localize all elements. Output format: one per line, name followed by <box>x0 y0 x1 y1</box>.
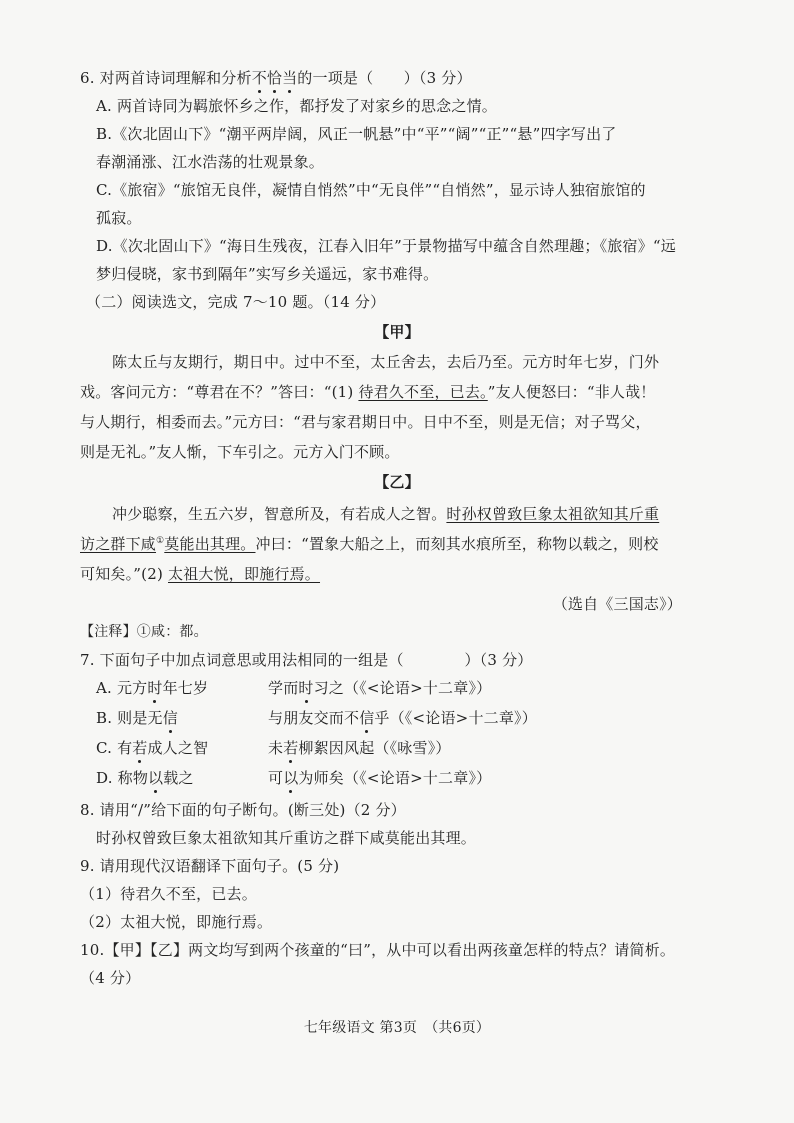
q6-stem-emphasis <box>252 69 298 87</box>
jia-underlined-sentence: 待君久不至，已去。 <box>358 383 488 401</box>
q8-sentence: 时孙权曾致巨象太祖欲知其斤重访之群下咸莫能出其理。 <box>96 829 477 847</box>
q9-sentence-2: （2）太祖大悦，即施行焉。 <box>80 913 273 931</box>
q7-stem: 7. 下面句子中加点词意思或用法相同的一组是（ ）（3 分） <box>80 651 533 669</box>
q10-score: （4 分） <box>80 969 141 987</box>
emphasis-char: 时 <box>298 679 314 697</box>
q6-option-b-line2: 春潮涌涨、江水浩荡的壮观景象。 <box>96 153 325 171</box>
q9-sentence-1: （1）待君久不至，已去。 <box>80 885 257 903</box>
yi-underlined-sentence-part3: 莫能出其理。 <box>164 535 256 553</box>
passage-jia-line3: 与人期行，相委而去。”元方曰：“君与家君期日中。日中不至，则是无信；对子骂父， <box>80 413 651 431</box>
emphasis-char: 若 <box>283 739 299 757</box>
q6-option-d-line1: D.《次北固山下》“海日生残夜，江春入旧年”于景物描写中蕴含自然理趣；《旅宿》“远 <box>96 237 676 255</box>
passage-yi-title: 【乙】 <box>374 473 420 491</box>
yi-underlined-sentence-part1: 时孙权曾致巨象太祖欲知其斤重 <box>446 505 660 523</box>
yi-underlined-sentence-2: 太祖大悦，即施行焉。 <box>168 565 321 583</box>
emphasis-char: 若 <box>132 739 148 757</box>
yi-underlined-sentence-part2: 访之群下咸 <box>80 535 157 553</box>
q6-option-a: A. 两首诗同为羁旅怀乡之作，都抒发了对家乡的思念之情。 <box>96 97 497 115</box>
q7-option-left: A. 元方时年七岁 <box>96 679 209 697</box>
footnote-marker: ① <box>156 536 165 546</box>
q6-stem-tail: 的一项是（ ）（3 分） <box>297 69 472 87</box>
q6-option-c-line1: C.《旅宿》“旅馆无良伴，凝情自悄然”中“无良伴”“自悄然”，显示诗人独宿旅馆的 <box>96 181 646 199</box>
q6-option-b-line1: B.《次北固山下》“潮平两岸阔，风正一帆悬”中“平”“阔”“正”“悬”四字写出了 <box>96 125 617 143</box>
q7-option-right: 学而时习之（《<论语>十二章》） <box>268 679 492 697</box>
emphasis-char: 当 <box>282 69 298 87</box>
q7-option-right: 与朋友交而不信乎（《<论语>十二章》） <box>268 709 537 727</box>
page-footer: 七年级语文 第3页 （共6页） <box>303 1020 491 1036</box>
emphasis-char: 信 <box>162 709 178 727</box>
q6-stem-text: 6. 对两首诗词理解和分析 <box>80 69 252 87</box>
emphasis-char: 信 <box>359 709 375 727</box>
q8-stem: 8. 请用“/”给下面的句子断句。(断三处)（2 分） <box>80 801 406 819</box>
q7-option-right: 未若柳絮因风起（《咏雪》） <box>268 739 451 757</box>
annotation-note: 【注释】①咸：都。 <box>80 624 208 640</box>
q6-option-d-line2: 梦归侵晓，家书到隔年”实写乡关遥远，家书难得。 <box>96 265 439 283</box>
passage-yi-line2: 访之群下咸①莫能出其理。冲曰：“置象大船之上，而刻其水痕所至，称物以载之，则校 <box>80 535 659 553</box>
passage-yi-line3: 可知矣。”(2) 太祖大悦，即施行焉。 <box>80 565 321 583</box>
section2-heading: （二）阅读选文，完成 7～10 题。（14 分） <box>86 293 386 311</box>
q7-option-left: C. 有若成人之智 <box>96 739 209 757</box>
q10-stem: 10.【甲】【乙】两文均写到两个孩童的“曰”，从中可以看出两孩童怎样的特点？请简析。 <box>80 941 676 959</box>
emphasis-char: 不 <box>251 69 267 87</box>
q9-stem: 9. 请用现代汉语翻译下面句子。(5 分) <box>80 857 340 875</box>
q7-option-right: 可以为师矣（《<论语>十二章》） <box>268 769 492 787</box>
passage-jia-line1: 陈太丘与友期行，期日中。过中不至，太丘舍去，去后乃至。元方时年七岁，门外 <box>112 353 660 371</box>
passage-source: （选自《三国志》） <box>552 595 682 613</box>
passage-jia-title: 【甲】 <box>374 323 420 341</box>
emphasis-char: 时 <box>147 679 163 697</box>
emphasis-char: 以 <box>148 769 164 787</box>
q6-option-c-line2: 孤寂。 <box>96 209 142 227</box>
emphasis-char: 恰 <box>266 69 283 87</box>
passage-jia-line4: 则是无礼。”友人惭，下车引之。元方入门不顾。 <box>80 443 400 461</box>
emphasis-char: 以 <box>283 769 299 787</box>
q6-stem <box>80 68 472 88</box>
q7-option-left: B. 则是无信 <box>96 709 178 727</box>
passage-jia-line2: 戏。客问元方：“尊君在不？”答曰：“(1) 待君久不至，已去。”友人便怒曰：“非人哉！ <box>80 383 656 401</box>
q7-option-left: D. 称物以载之 <box>96 769 194 787</box>
passage-yi-line1: 冲少聪察，生五六岁，智意所及，有若成人之智。时孙权曾致巨象太祖欲知其斤重 <box>112 505 660 523</box>
